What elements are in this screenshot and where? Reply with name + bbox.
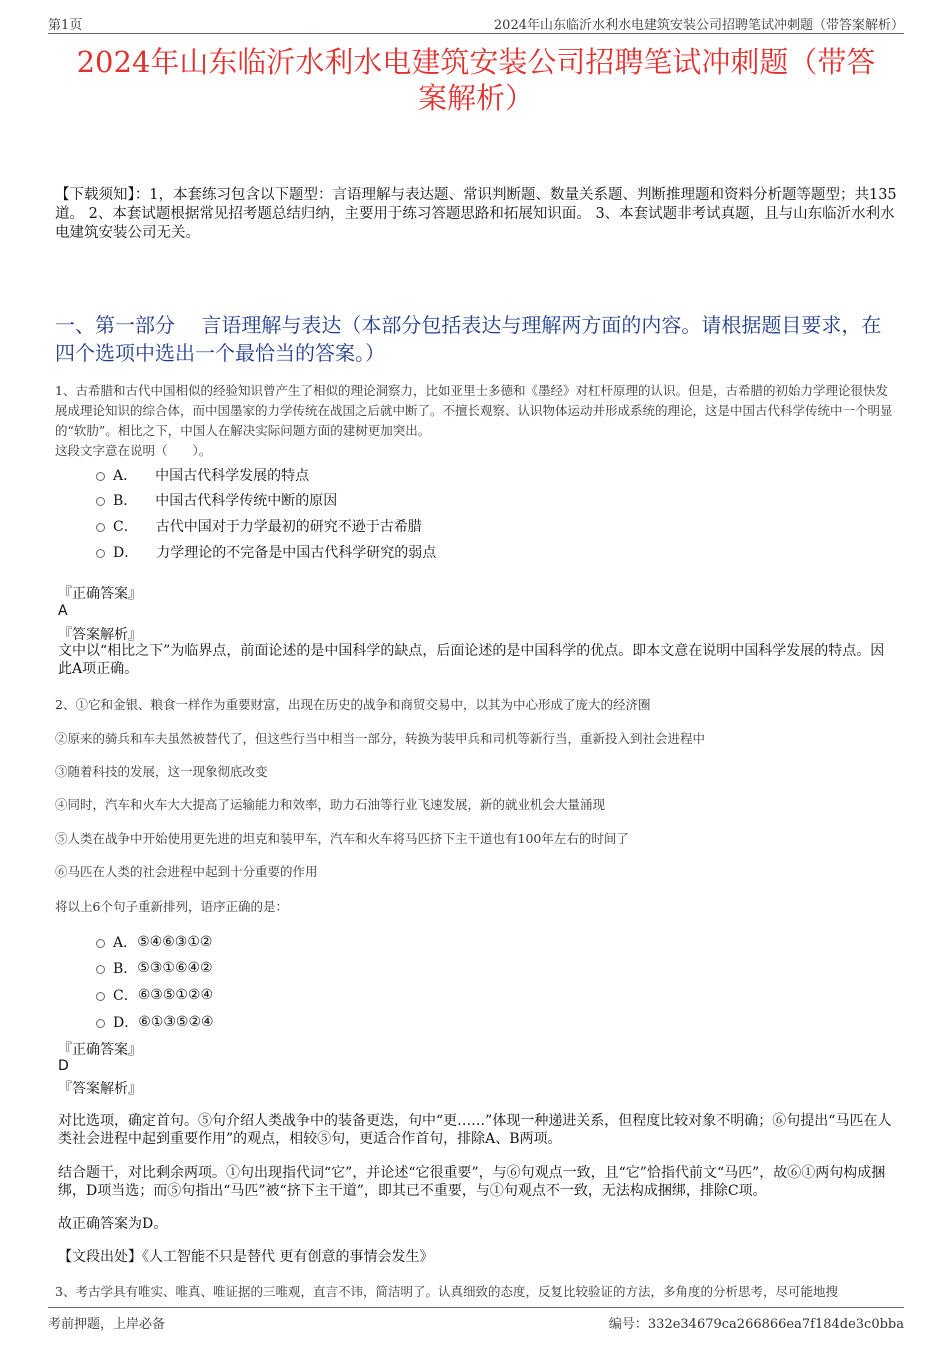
q2-option-d[interactable] — [96, 1012, 214, 1032]
q2-line-6: ⑥马匹在人类的社会进程中起到十分重要的作用 — [55, 864, 318, 879]
q2-analysis-2: 结合题干，对比剩余两项。①句出现指代词“它”，并论述“它很重要”，与⑥句观点一致，且“它”恰指代前文“马匹”，故⑥①两句构成捆绑，D项当选；而⑤句指出“马匹”被“挤下主干道”，即其已不重要，与①句观点不一致，无法构成捆绑，排除C项。 — [58, 1165, 886, 1199]
q3-text: 3、考古学具有唯实、唯真、唯证据的三唯观，直言不讳，简洁明了。认真细致的态度，反复比较验证的方法，多角度的分析思考，尽可能地搜 — [55, 1284, 838, 1299]
radio-icon[interactable] — [96, 523, 105, 532]
q1-answer-label: 『正确答案』 — [58, 586, 142, 602]
q2-answer-label: 『正确答案』 — [58, 1042, 142, 1058]
radio-icon[interactable] — [96, 939, 105, 948]
radio-icon[interactable] — [96, 965, 105, 974]
q2-line-1: 2、①它和金银、粮食一样作为重要财富，出现在历史的战争和商贸交易中，以其为中心形成了庞大的经济圈 — [55, 697, 651, 712]
footer-slogan: 考前押题，上岸必备 — [48, 1317, 166, 1332]
radio-icon[interactable] — [96, 472, 105, 481]
q1-analysis: 文中以“相比之下”为临界点，前面论述的是中国科学的缺点，后面论述的是中国科学的优点。即本文意在说明中国科学发展的特点。因此A项正确。 — [58, 643, 885, 677]
option-text: 中国古代科学发展的特点 — [155, 468, 310, 484]
q2-line-3: ③随着科技的发展，这一现象彻底改变 — [55, 764, 268, 779]
q2-line-4: ④同时，汽车和火车大大提高了运输能力和效率，助力石油等行业飞速发展，新的就业机会大量涌现 — [55, 797, 606, 812]
radio-icon[interactable] — [96, 549, 105, 558]
q2-analysis-3: 故正确答案为D。 — [58, 1216, 168, 1232]
q2-prompt: 将以上6个句子重新排列，语序正确的是： — [55, 899, 288, 914]
footer-divider — [48, 1307, 904, 1308]
q1-option-a[interactable] — [96, 465, 309, 485]
radio-icon[interactable] — [96, 497, 105, 506]
option-text: ⑥①③⑤②④ — [138, 1014, 214, 1030]
option-label: D． — [113, 1015, 139, 1031]
q2-source: 【文段出处】《人工智能不只是替代 更有创意的事情会发生》 — [58, 1249, 434, 1265]
q1-text: 1、古希腊和古代中国相似的经验知识曾产生了相似的理论洞察力，比如亚里士多德和《墨经》对杠杆原理的认识。但是，古希腊的初始力学理论很快发展成理论知识的综合体，而中国墨家的力学传统在战国之后就中断了。不擅长观察、认识物体运动并形成系统的理论，这是中国古代科学传统中一个明显的“软肋”。相比之下，中国人在解决实际问题方面的建树更加突出。 — [55, 383, 893, 438]
option-label: B． — [113, 493, 138, 509]
header-divider — [48, 33, 904, 34]
q1-prompt: 这段文字意在说明（ ）。 — [55, 443, 212, 458]
option-text: 力学理论的不完备是中国古代科学研究的弱点 — [156, 545, 437, 561]
q2-option-a[interactable] — [96, 932, 212, 952]
q2-option-c[interactable] — [96, 985, 213, 1005]
page-title-line1: 2024年山东临沂水利水电建筑安装公司招聘笔试冲刺题（带答 — [76, 45, 876, 79]
page-title-line2: 案解析） — [417, 81, 534, 115]
q1-answer: A — [58, 603, 68, 619]
option-text: ⑥③⑤①②④ — [137, 987, 214, 1003]
option-label: A． — [113, 468, 138, 484]
header-doc-title: 2024年山东临沂水利水电建筑安装公司招聘笔试冲刺题（带答案解析） — [493, 18, 904, 33]
q1-option-b[interactable] — [96, 490, 337, 510]
q1-analysis-label: 『答案解析』 — [58, 627, 142, 643]
page-title — [48, 44, 904, 116]
q1-option-c[interactable] — [96, 516, 422, 536]
option-text: ⑤③①⑥④② — [137, 960, 213, 976]
q2-answer: D — [58, 1058, 69, 1074]
radio-icon[interactable] — [96, 992, 105, 1001]
footer-doc-id: 编号：332e34679ca266866ea7f184de3c0bba — [608, 1317, 904, 1332]
q2-line-5: ⑤人类在战争中开始使用更先进的坦克和装甲车，汽车和火车将马匹挤下主干道也有100年左右的时间了 — [55, 831, 629, 846]
section-heading: 一、第一部分 言语理解与表达（本部分包括表达与理解两方面的内容。请根据题目要求，在四个选项中选出一个最恰当的答案。） — [55, 313, 882, 365]
q1-option-d[interactable] — [96, 542, 436, 562]
page-number: 第1页 — [48, 18, 83, 33]
option-label: A． — [113, 935, 138, 951]
option-label: B． — [113, 961, 138, 977]
option-text: 古代中国对于力学最初的研究不逊于古希腊 — [155, 519, 422, 535]
option-text: ⑤④⑥③①② — [137, 934, 213, 950]
q2-analysis-1: 对比选项，确定首句。⑤句介绍人类战争中的装备更迭，句中“更……”体现一种递进关系，但程度比较对象不明确；⑥句提出“马匹在人类社会进程中起到重要作用”的观点，相较⑤句，更适合作首句，排除A、B两项。 — [58, 1113, 892, 1147]
option-text: 中国古代科学传统中断的原因 — [155, 493, 338, 509]
option-label: D． — [113, 545, 139, 561]
download-notice: 【下载须知】：1，本套练习包含以下题型：言语理解与表达题、常识判断题、数量关系题、判断推理题和资料分析题等题型；共135道。 2、本套试题根据常见招考题总结归纳，主要用于练习答题思路和拓展知识面。 3、本套试题非考试真题，且与山东临沂水利水电建筑安装公司无关。 — [55, 187, 897, 241]
q2-analysis-label: 『答案解析』 — [58, 1081, 142, 1097]
radio-icon[interactable] — [96, 1019, 105, 1028]
option-label: C． — [113, 988, 138, 1004]
q2-option-b[interactable] — [96, 958, 213, 978]
option-label: C． — [113, 519, 138, 535]
q2-line-2: ②原来的骑兵和车夫虽然被替代了，但这些行当中相当一部分，转换为装甲兵和司机等新行当，重新投入到社会进程中 — [55, 731, 706, 746]
